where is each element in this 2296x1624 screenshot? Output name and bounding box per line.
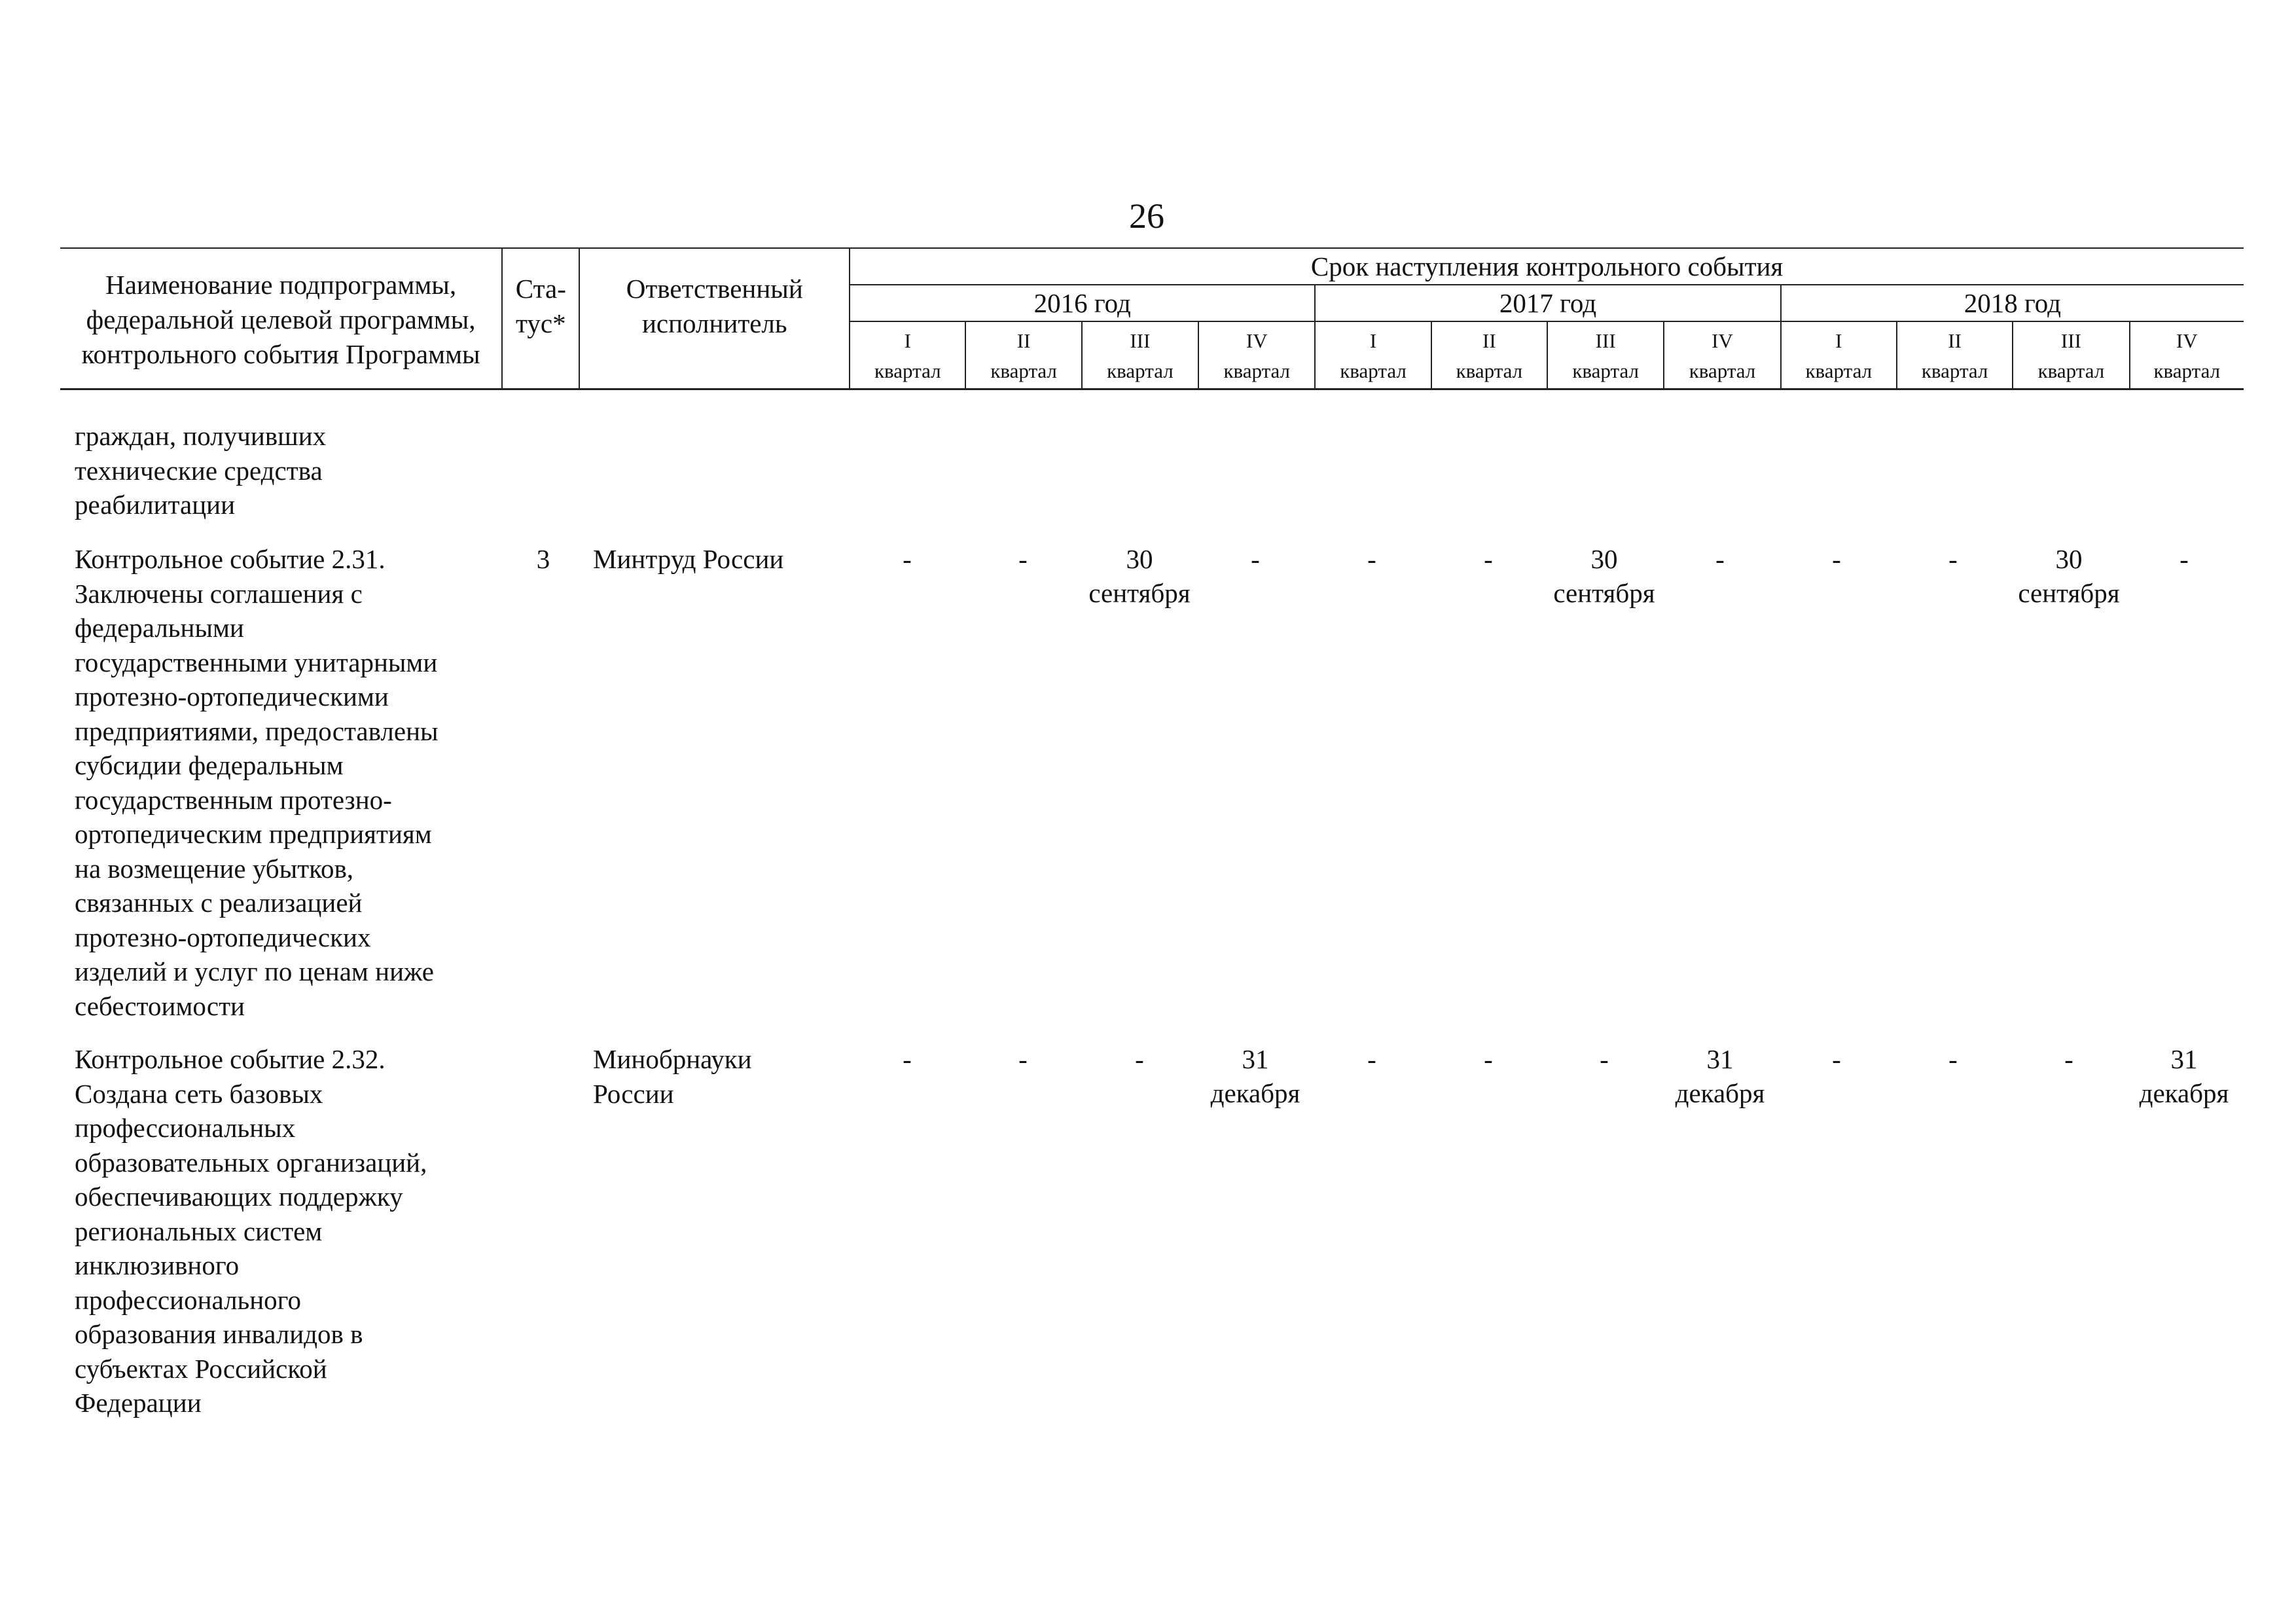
page-number: 26 — [1129, 196, 1164, 236]
name-line: федеральными — [75, 613, 244, 643]
header-quarter: III квартал — [1082, 321, 1198, 390]
dash-mark: - — [1018, 1044, 1028, 1074]
header-year-2018: 2018 год — [1781, 285, 2244, 321]
dash-mark: - — [1715, 544, 1725, 574]
dash-mark: - — [1484, 1044, 1493, 1074]
header-quarter: I квартал — [850, 321, 965, 390]
header-status-column — [502, 249, 579, 390]
dash-mark: - — [1832, 1044, 1841, 1074]
event-2-31-name — [75, 542, 500, 1023]
name-line: протезно-ортопедических — [75, 922, 371, 952]
quarter-cell — [2112, 1042, 2256, 1110]
name-line: на возмещение убытков, — [75, 853, 354, 884]
dash-mark: - — [1600, 1044, 1609, 1074]
dash-mark: - — [1948, 544, 1958, 574]
event-2-32-name — [75, 1042, 500, 1420]
row-continuation-name — [75, 419, 500, 522]
month-value: сентября — [2018, 578, 2120, 608]
dash-mark: - — [2064, 1044, 2073, 1074]
header-name-column: Наименование подпрограммы, федеральной целевой программы, контрольного события Программы — [60, 249, 502, 390]
header-quarter: IV квартал — [1664, 321, 1780, 390]
name-line: профессиональных — [75, 1113, 296, 1143]
name-line: региональных систем — [75, 1216, 323, 1246]
day-value: 31 — [1242, 1044, 1269, 1074]
name-line: протезно-ортопедическими — [75, 681, 389, 712]
name-line: Федерации — [75, 1388, 202, 1418]
header-executor-line1: Ответственный — [626, 274, 803, 304]
month-value: декабря — [1210, 1078, 1300, 1108]
dash-mark: - — [1484, 544, 1493, 574]
dash-mark: - — [1832, 544, 1841, 574]
event-2-31-executor: Минтруд России — [593, 544, 784, 574]
header-executor-column — [579, 249, 850, 390]
month-value: сентября — [1088, 578, 1191, 608]
header-quarter: I квартал — [1315, 321, 1431, 390]
executor-line: России — [593, 1078, 674, 1109]
name-line: образования инвалидов в — [75, 1319, 363, 1349]
header-quarter: II квартал — [1431, 321, 1547, 390]
name-line: государственными унитарными — [75, 647, 438, 677]
header-quarter: III квартал — [1547, 321, 1664, 390]
dash-mark: - — [1367, 544, 1376, 574]
quarter-cell — [2112, 542, 2256, 576]
executor-line: Минобрнауки — [593, 1044, 752, 1074]
month-value: декабря — [2139, 1078, 2229, 1108]
name-line: себестоимости — [75, 990, 245, 1021]
name-line: Контрольное событие 2.31. — [75, 544, 386, 574]
name-line: ортопедическим предприятиям — [75, 819, 432, 849]
name-line: реабилитации — [75, 490, 236, 520]
month-value: декабря — [1675, 1078, 1765, 1108]
event-2-31-status: 3 — [536, 544, 550, 574]
name-line: Заключены соглашения с — [75, 578, 363, 609]
header-year-2016: 2016 год — [850, 285, 1315, 321]
dash-mark: - — [903, 1044, 912, 1074]
header-status-line1: Ста- — [515, 274, 566, 304]
dash-mark: - — [1251, 544, 1260, 574]
day-value: 30 — [1126, 544, 1153, 574]
dash-mark: - — [1948, 1044, 1958, 1074]
header-executor-line2: исполнитель — [641, 308, 787, 338]
name-line: профессионального — [75, 1284, 301, 1315]
header-deadline-title: Срок наступления контрольного события — [850, 249, 2244, 285]
header-quarter: IV квартал — [2130, 321, 2244, 390]
month-value: сентября — [1553, 578, 1655, 608]
header-quarter: III квартал — [2013, 321, 2129, 390]
name-line: образовательных организаций, — [75, 1147, 427, 1178]
name-line: обеспечивающих поддержку — [75, 1182, 403, 1212]
dash-mark: - — [1135, 1044, 1144, 1074]
dash-mark: - — [1018, 544, 1028, 574]
header-year-2017: 2017 год — [1315, 285, 1780, 321]
header-quarter: II квартал — [965, 321, 1081, 390]
name-line: государственным протезно- — [75, 784, 392, 815]
dash-mark: - — [2179, 544, 2189, 574]
header-quarter: I квартал — [1781, 321, 1897, 390]
dash-mark: - — [1367, 1044, 1376, 1074]
name-line: изделий и услуг по ценам ниже — [75, 956, 434, 986]
name-line: технические средства — [75, 455, 323, 486]
day-value: 31 — [1706, 1044, 1734, 1074]
dash-mark: - — [903, 544, 912, 574]
name-line: субсидии федеральным — [75, 750, 344, 780]
header-status-line2: тус* — [516, 308, 566, 338]
table-header-bottom-rule — [60, 388, 2244, 390]
day-value: 30 — [2055, 544, 2083, 574]
name-line: инклюзивного — [75, 1250, 240, 1280]
name-line: предприятиями, предоставлены — [75, 715, 439, 746]
event-2-32-executor — [593, 1042, 855, 1111]
header-quarter: II квартал — [1897, 321, 2013, 390]
table-header — [60, 249, 2244, 390]
name-line: Создана сеть базовых — [75, 1078, 323, 1109]
name-line: субъектах Российской — [75, 1353, 327, 1384]
day-value: 31 — [2170, 1044, 2198, 1074]
header-quarter: IV квартал — [1198, 321, 1315, 390]
name-line: Контрольное событие 2.32. — [75, 1044, 386, 1074]
name-line: связанных с реализацией — [75, 888, 363, 918]
day-value: 30 — [1590, 544, 1618, 574]
name-line: граждан, получивших — [75, 421, 327, 451]
